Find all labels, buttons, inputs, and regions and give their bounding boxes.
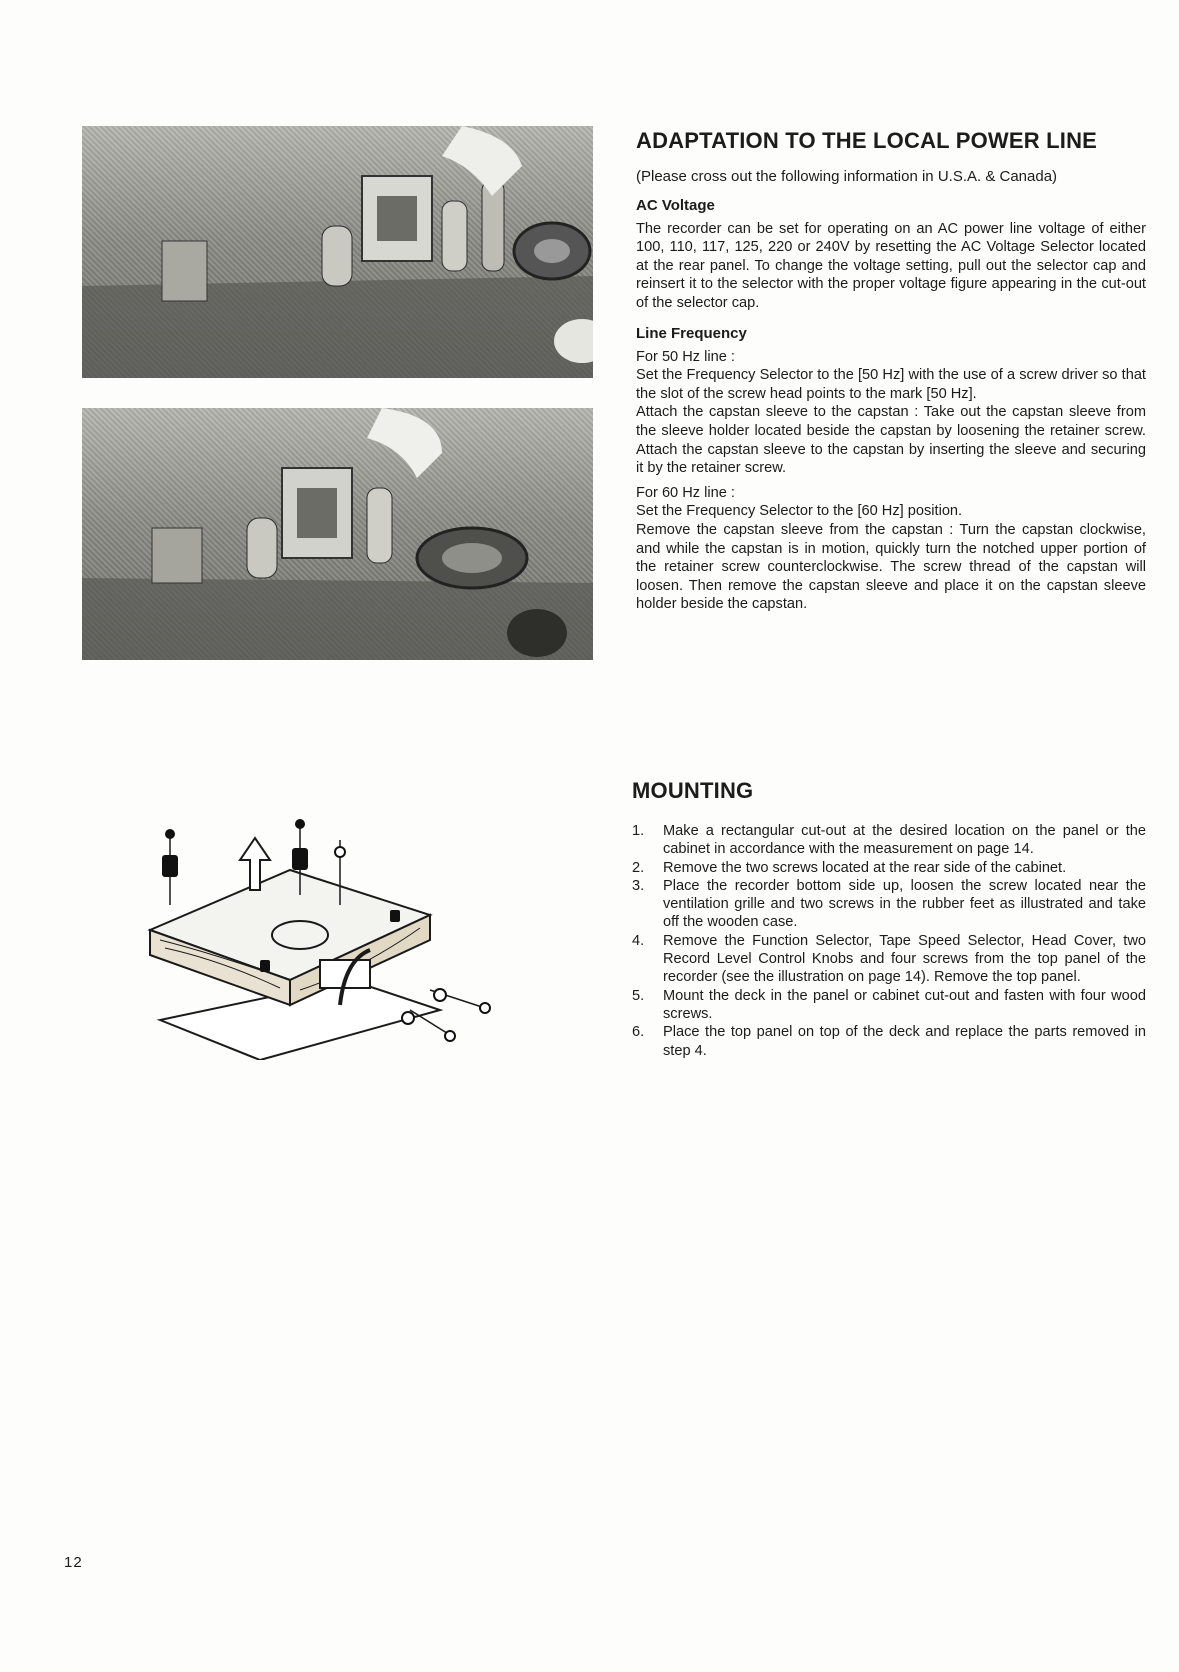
mounting-step: 4. Remove the Function Selector, Tape Speed Selector, Head Cover, two Record Level Control Knobs and four screws from the top panel of the recorder (see the illustration on page 14). Remove the top panel.: [632, 932, 1146, 986]
hz50-set-text: Set the Frequency Selector to the [50 Hz] with the use of a screw driver so that the slot of the screw head points to the mark [50 Hz].: [636, 367, 1146, 402]
mounting-title: MOUNTING: [632, 778, 754, 803]
adaptation-note: (Please cross out the following information in U.S.A. & Canada): [636, 168, 1058, 185]
hz60-label: For 60 Hz line :: [636, 484, 735, 501]
hz50-label: For 50 Hz line :: [636, 348, 735, 365]
mounting-diagram: [140, 810, 500, 1060]
photo-frequency-selector: [82, 126, 593, 378]
mounting-section: [632, 778, 1146, 1060]
mounting-step: 5. Mount the deck in the panel or cabinet cut-out and fasten with four wood screws.: [632, 987, 1146, 1022]
ac-voltage-heading: AC Voltage: [636, 196, 715, 214]
hz60-set-text: Set the Frequency Selector to the [60 Hz] position.: [636, 503, 963, 520]
mounting-step: 6. Place the top panel on top of the deck and replace the parts removed in step 4.: [632, 1024, 1146, 1059]
adaptation-section: [636, 128, 1146, 614]
mounting-illustration: [140, 810, 500, 1060]
hz60-remove-text: Remove the capstan sleeve from the capstan : Turn the capstan clockwise, and while the capstan is in motion, quickly turn the notched upper portion of the retainer screw counterclockwise. The screw thread of the capstan will loosen. Then remove the capstan sleeve and place it on the capstan sleeve holder beside the capstan.: [636, 521, 1146, 613]
photo-capstan-sleeve-drawing: [82, 408, 593, 660]
mounting-steps: [632, 822, 1146, 1060]
photo-frequency-selector-drawing: [82, 126, 593, 378]
hz50-attach-text: Attach the capstan sleeve to the capstan : Take out the capstan sleeve from the sleeve holder located beside the capstan by loosening the retainer screw. Attach the capstan sleeve to the capstan by inserting the sleeve and securing it by the retainer screw.: [636, 404, 1146, 477]
ac-voltage-body: The recorder can be set for operating on an AC power line voltage of either 100, 110, 117, 125, 220 or 240V by resetting the AC Voltage Selector located at the rear panel. To change the voltage setting, pull out the selector cap and reinsert it to the selector with the proper voltage figure appearing in the cut-out of the selector cap.: [636, 220, 1146, 311]
photo-capstan-sleeve: [82, 408, 593, 660]
line-frequency-heading: Line Frequency: [636, 324, 747, 342]
mounting-step: 3. Place the recorder bottom side up, loosen the screw located near the ventilation grille and two screws in the rubber feet as illustrated and take off the wooden case.: [632, 877, 1146, 931]
adaptation-title: ADAPTATION TO THE LOCAL POWER LINE: [636, 128, 1098, 153]
page-number: 12: [64, 1554, 83, 1571]
mounting-step: 2. Remove the two screws located at the rear side of the cabinet.: [632, 859, 1067, 876]
mounting-step: 1. Make a rectangular cut-out at the desired location on the panel or the cabinet in accordance with the measurement on page 14.: [632, 823, 1146, 858]
